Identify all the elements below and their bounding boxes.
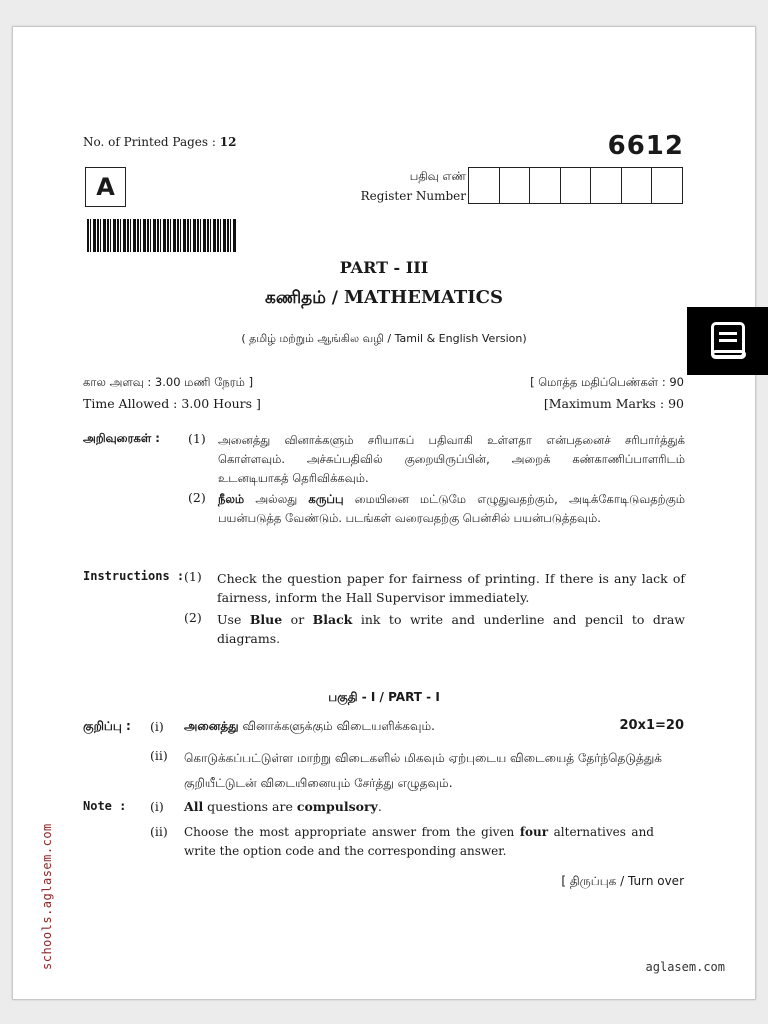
note-text: வினாக்களுக்கும் விடையளிக்கவும். [238, 719, 435, 733]
register-digit-box[interactable] [500, 168, 531, 203]
register-digit-box[interactable] [469, 168, 500, 203]
register-label-english: Register Number [360, 189, 466, 203]
note-english-label: Note : [83, 799, 127, 813]
instruction-text: அல்லது [244, 492, 309, 506]
register-label-tamil: பதிவு எண் [409, 169, 466, 183]
note-tamil-label: குறிப்பு : [83, 719, 131, 733]
instruction-number: (2) [184, 610, 202, 625]
instruction-tamil-1: அனைத்து வினாக்களும் சரியாகப் பதிவாகி உள்ளதா என்பதனைச் சரிபார்த்துக் கொள்ளவும். அச்சுப்பதிவில் குறையிருப்பின், அறைக் கண்காணிப்பாளரிடம் உடனடியாகத் தெரிவிக்கவும். [218, 433, 685, 485]
note-bold-word: four [519, 825, 549, 839]
register-digit-box[interactable] [530, 168, 561, 203]
instruction-tamil-2 [218, 490, 685, 528]
instruction-bold-word: கருப்பு [308, 492, 344, 506]
register-digit-box[interactable] [561, 168, 592, 203]
part-one-marks: 20x1=20 [619, 718, 684, 733]
instruction-english-1: Check the question paper for fairness of printing. If there is any lack of fairness, inform the Hall Supervisor immediately. [217, 571, 685, 605]
instruction-bold-word: Blue [249, 612, 283, 627]
note-bold-word: compulsory [296, 799, 378, 814]
instruction-bold-word: Black [312, 612, 353, 627]
instruction-text: ink to write and underline and pencil to draw diagrams. [217, 612, 685, 646]
register-digit-box[interactable] [591, 168, 622, 203]
side-watermark: schools.aglasem.com [40, 823, 54, 970]
instruction-number: (1) [188, 431, 206, 446]
note-english-2 [184, 823, 654, 861]
note-bold-word: அனைத்து [184, 719, 239, 733]
subject-english: MATHEMATICS [343, 287, 504, 308]
time-allowed-tamil: கால அளவு : 3.00 மணி நேரம் ] [83, 375, 254, 389]
printed-pages [83, 135, 236, 149]
note-bold-word: All [184, 799, 204, 814]
instruction-bold-word: நீலம் [218, 492, 245, 506]
part-title: PART - III [339, 258, 429, 277]
max-marks-tamil: [ மொத்த மதிப்பெண்கள் : 90 [530, 375, 684, 389]
note-text: Choose the most appropriate answer from the given [184, 825, 520, 839]
question-set-letter: A [85, 167, 126, 207]
printed-pages-label: No. of Printed Pages : [83, 135, 216, 149]
note-text: alternatives and write the option code and the corresponding answer. [184, 825, 654, 858]
paper-code: 6612 [607, 131, 684, 161]
version-text: ( தமிழ் மற்றும் ஆங்கில வழி / Tamil & English Version) [241, 332, 527, 345]
instruction-text: Use [217, 612, 250, 627]
subject-tamil: கணிதம் / [264, 288, 344, 308]
max-marks-english: [Maximum Marks : 90 [543, 396, 684, 411]
instructions-english-label: Instructions : [83, 569, 185, 583]
note-tamil-2: கொடுக்கப்பட்டுள்ள மாற்று விடைகளில் மிகவும் ஏற்புடைய விடையைத் தேர்ந்தெடுத்துக் குறியீட்டுடன் விடையினையும் சேர்த்து எழுதவும். [184, 751, 662, 790]
part-one-heading: பகுதி - I / PART - I [328, 690, 440, 704]
turn-over-note: [ திருப்புக / Turn over [561, 874, 684, 888]
note-number: (ii) [150, 824, 168, 839]
instruction-number: (2) [188, 490, 206, 505]
instructions-tamil-label: அறிவுரைகள் : [83, 431, 160, 445]
subject-title [0, 287, 768, 310]
note-number: (ii) [150, 748, 168, 763]
book-icon [711, 322, 745, 358]
instruction-number: (1) [184, 569, 202, 584]
note-tamil-1 [184, 719, 435, 735]
register-digit-box[interactable] [652, 168, 682, 203]
note-number: (i) [150, 719, 164, 734]
bottom-watermark: aglasem.com [645, 960, 725, 974]
barcode-image [87, 219, 237, 252]
note-text: . [377, 799, 382, 814]
printed-pages-value: 12 [219, 135, 237, 149]
instruction-text: மையினை மட்டுமே எழுதுவதற்கும், அடிக்கோடிடுவதற்கும் பயன்படுத்த வேண்டும். படங்கள் வரைவதற்கு பென்சில் பயன்படுத்தவும். [218, 492, 685, 525]
register-number-label [340, 166, 466, 206]
instruction-text: or [282, 612, 313, 627]
note-english-1 [184, 799, 382, 814]
register-number-boxes[interactable] [468, 167, 683, 204]
reader-mode-button[interactable] [687, 307, 768, 375]
register-digit-box[interactable] [622, 168, 653, 203]
time-allowed-english: Time Allowed : 3.00 Hours ] [83, 396, 261, 411]
note-text: questions are [203, 799, 297, 814]
note-number: (i) [150, 799, 164, 814]
instruction-english-2 [217, 610, 685, 648]
medium-version [0, 331, 768, 347]
